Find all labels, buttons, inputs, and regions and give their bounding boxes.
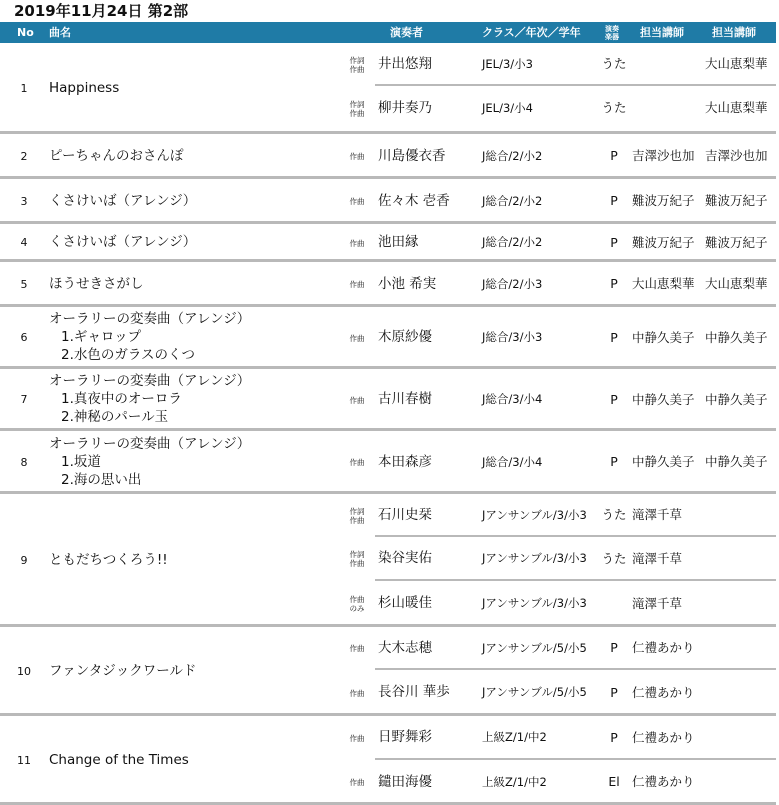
role-label-line: 作曲: [349, 65, 365, 74]
role-label: [346, 197, 368, 206]
role-label: [346, 507, 368, 525]
program-row: [0, 627, 776, 716]
role-label: [346, 280, 368, 289]
instrument: P: [610, 330, 618, 345]
header-title: 曲名: [49, 26, 71, 39]
performer-name: 川島優衣香: [378, 148, 446, 164]
class-year-grade: Jアンサンブル/5/小5: [482, 685, 587, 699]
role-label-line: 作詞: [349, 550, 365, 559]
teacher-1: 中静久美子: [632, 392, 695, 407]
role-label: [346, 689, 368, 698]
program-number: 11: [17, 754, 31, 767]
performer-row: [0, 179, 776, 224]
performer-name: 池田縁: [378, 234, 419, 250]
instrument: P: [610, 454, 618, 469]
performer-name: 井出悠翔: [378, 56, 432, 72]
piece-title-main: ほうせきさがし: [49, 276, 144, 292]
performer-row: [0, 86, 776, 131]
teacher-1: 滝澤千草: [632, 507, 683, 522]
piece-title-main: ともだちつくろう!!: [49, 552, 168, 568]
piece-subtitle: 2.神秘のパール玉: [61, 409, 169, 425]
piece-subtitle: 1.ギャロップ: [61, 329, 142, 345]
class-year-grade: 上級Z/1/中2: [482, 730, 547, 744]
instrument: P: [610, 148, 618, 163]
instrument: P: [610, 685, 618, 700]
performer-row: [0, 134, 776, 179]
teacher-1: 難波万紀子: [632, 193, 695, 208]
teacher-2: 大山恵梨華: [705, 100, 768, 115]
role-label-line: 作曲: [349, 280, 365, 289]
role-label-line: 作曲: [349, 152, 365, 161]
piece-subtitle: 1.真夜中のオーロラ: [61, 391, 182, 407]
header-performer: 演奏者: [390, 26, 423, 39]
piece-subtitle: 2.水色のガラスのくつ: [61, 347, 195, 363]
class-year-grade: J総合/2/小2: [482, 149, 543, 163]
teacher-1: 仁禮あかり: [632, 685, 695, 700]
program-row: [0, 431, 776, 494]
instrument: P: [610, 193, 618, 208]
role-label-line: 作曲: [349, 734, 365, 743]
performer-row: [0, 716, 776, 760]
performer-name: 木原紗優: [378, 329, 432, 345]
program-row: [0, 494, 776, 627]
class-year-grade: JEL/3/小4: [482, 101, 533, 115]
role-label-line: 作曲: [349, 778, 365, 787]
role-label: [346, 458, 368, 467]
teacher-1: 難波万紀子: [632, 235, 695, 250]
piece-title-main: Happiness: [49, 80, 120, 96]
class-year-grade: J総合/2/小2: [482, 235, 543, 249]
program-number: 5: [20, 278, 28, 291]
program-number: 1: [20, 82, 28, 95]
teacher-1: 吉澤沙也加: [632, 148, 695, 163]
header-instrument-line1: 演奏: [605, 25, 619, 33]
role-label: [346, 334, 368, 343]
class-year-grade: Jアンサンブル/3/小3: [482, 551, 587, 565]
instrument: うた: [601, 507, 627, 522]
role-label: [346, 550, 368, 568]
class-year-grade: J総合/2/小2: [482, 194, 543, 208]
instrument: P: [610, 276, 618, 291]
teacher-1: 仁禮あかり: [632, 730, 695, 745]
instrument: P: [610, 640, 618, 655]
piece-title-main: ピーちゃんのおさんぽ: [49, 148, 184, 164]
program-number: 4: [20, 236, 28, 249]
teacher-1: 滝澤千草: [632, 551, 683, 566]
performer-name: 染谷実佑: [378, 550, 432, 566]
instrument: P: [610, 235, 618, 250]
program-number: 7: [20, 393, 28, 406]
teacher-1: 仁禮あかり: [632, 774, 695, 789]
instrument: P: [610, 730, 618, 745]
piece-title-main: オーラリーの変奏曲（アレンジ）: [49, 436, 251, 452]
performer-row: [0, 494, 776, 537]
role-label-line: 作曲: [349, 334, 365, 343]
role-label-line: 作曲: [349, 197, 365, 206]
role-label: [346, 396, 368, 405]
performer-row: [0, 224, 776, 262]
program-number: 9: [20, 554, 28, 567]
role-label: [346, 152, 368, 161]
piece-title-main: Change of the Times: [49, 752, 189, 768]
header-teacher2: 担当講師: [712, 26, 756, 39]
class-year-grade: JEL/3/小3: [482, 57, 533, 71]
performer-name: 古川春樹: [378, 391, 432, 407]
role-label-line: 作曲: [349, 239, 365, 248]
program-row: [0, 262, 776, 307]
performer-name: 杉山暖佳: [378, 595, 432, 611]
teacher-2: 中静久美子: [705, 392, 768, 407]
page-title: 2019年11月24日 第2部: [14, 2, 189, 20]
role-label-line: 作曲: [349, 689, 365, 698]
program-row: [0, 369, 776, 431]
piece-title-main: ファンタジックワールド: [49, 663, 197, 679]
teacher-2: 大山恵梨華: [705, 276, 768, 291]
performer-row: [0, 537, 776, 581]
program-number: 10: [17, 665, 31, 678]
performer-name: 柳井奏乃: [378, 100, 432, 116]
performer-row: [0, 43, 776, 86]
piece-title-main: くさけいば（アレンジ）: [49, 234, 197, 250]
role-label-line: 作曲: [349, 396, 365, 405]
performer-name: 佐々木 壱香: [378, 193, 450, 209]
teacher-2: 大山恵梨華: [705, 56, 768, 71]
performer-name: 大木志穂: [378, 640, 432, 656]
teacher-2: 難波万紀子: [705, 193, 768, 208]
header-teacher1: 担当講師: [640, 26, 684, 39]
role-label: [346, 595, 368, 613]
performer-row: [0, 307, 776, 369]
program-row: [0, 179, 776, 224]
program-number: 3: [20, 195, 28, 208]
role-label: [346, 644, 368, 653]
header-no: No: [17, 26, 34, 39]
performer-row: [0, 760, 776, 805]
role-label-line: 作曲: [349, 109, 365, 118]
teacher-2: 中静久美子: [705, 454, 768, 469]
teacher-1: 中静久美子: [632, 330, 695, 345]
teacher-2: 中静久美子: [705, 330, 768, 345]
performer-name: 鑓田海優: [378, 774, 432, 790]
program-number: 6: [20, 331, 28, 344]
class-year-grade: Jアンサンブル/3/小3: [482, 596, 587, 610]
teacher-1: 中静久美子: [632, 454, 695, 469]
role-label-line: 作曲: [349, 595, 365, 604]
header-class: クラス／年次／学年: [482, 26, 581, 39]
role-label: [346, 239, 368, 248]
role-label-line: のみ: [349, 604, 365, 613]
program-row: [0, 224, 776, 262]
teacher-1: 仁禮あかり: [632, 640, 695, 655]
instrument: うた: [601, 56, 627, 71]
class-year-grade: J総合/3/小4: [482, 455, 543, 469]
piece-subtitle: 1.坂道: [61, 454, 101, 470]
instrument: P: [610, 392, 618, 407]
instrument: うた: [601, 100, 627, 115]
class-year-grade: Jアンサンブル/3/小3: [482, 508, 587, 522]
performer-name: 本田森彦: [378, 454, 432, 470]
role-label: [346, 100, 368, 118]
header-instrument-line2: 楽器: [605, 33, 619, 41]
piece-title-main: オーラリーの変奏曲（アレンジ）: [49, 373, 251, 389]
performer-row: [0, 581, 776, 627]
program-number: 2: [20, 150, 28, 163]
performer-row: [0, 670, 776, 716]
piece-subtitle: 2.海の思い出: [61, 472, 142, 488]
role-label-line: 作曲: [349, 516, 365, 525]
class-year-grade: 上級Z/1/中2: [482, 775, 547, 789]
class-year-grade: Jアンサンブル/5/小5: [482, 641, 587, 655]
performer-name: 長谷川 華歩: [378, 684, 450, 700]
role-label-line: 作詞: [349, 56, 365, 65]
program-row: [0, 43, 776, 134]
program-number: 8: [20, 456, 28, 469]
piece-title-main: くさけいば（アレンジ）: [49, 193, 197, 209]
teacher-1: 滝澤千草: [632, 596, 683, 611]
performer-name: 日野舞彩: [378, 729, 432, 745]
class-year-grade: J総合/3/小3: [482, 330, 543, 344]
program-row: [0, 134, 776, 179]
piece-title-main: オーラリーの変奏曲（アレンジ）: [49, 311, 251, 327]
role-label-line: 作詞: [349, 507, 365, 516]
teacher-1: 大山恵梨華: [632, 276, 695, 291]
role-label-line: 作曲: [349, 458, 365, 467]
program-row: [0, 307, 776, 369]
role-label: [346, 778, 368, 787]
role-label: [346, 734, 368, 743]
performer-row: [0, 262, 776, 307]
role-label-line: 作曲: [349, 644, 365, 653]
performer-row: [0, 431, 776, 494]
class-year-grade: J総合/3/小4: [482, 392, 543, 406]
performer-name: 小池 希実: [378, 276, 437, 292]
teacher-2: 難波万紀子: [705, 235, 768, 250]
instrument: うた: [601, 551, 627, 566]
program-row: [0, 716, 776, 805]
table-header: [0, 22, 776, 43]
role-label-line: 作詞: [349, 100, 365, 109]
instrument: El: [608, 774, 620, 789]
role-label-line: 作曲: [349, 559, 365, 568]
performer-name: 石川史栞: [378, 507, 432, 523]
performer-row: [0, 627, 776, 670]
role-label: [346, 56, 368, 74]
performer-row: [0, 369, 776, 431]
teacher-2: 吉澤沙也加: [705, 148, 768, 163]
class-year-grade: J総合/2/小3: [482, 277, 543, 291]
